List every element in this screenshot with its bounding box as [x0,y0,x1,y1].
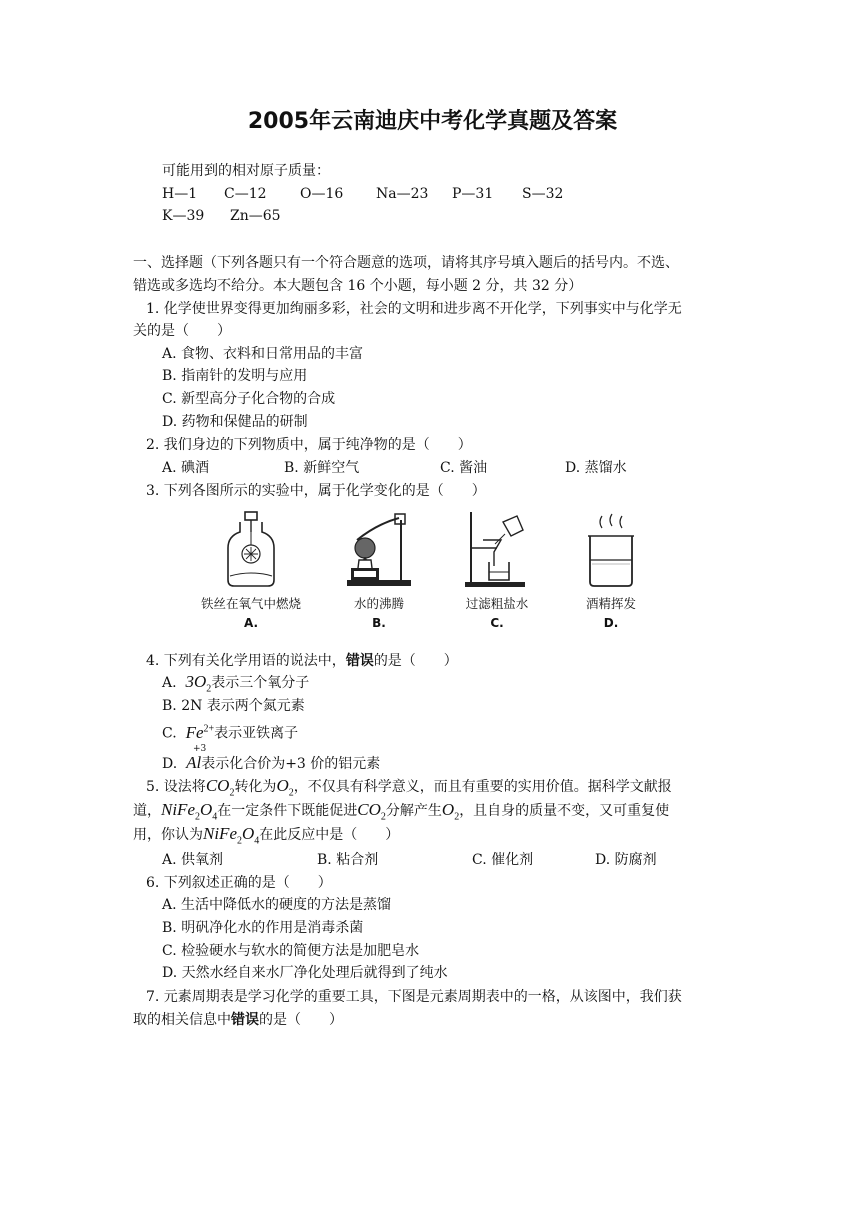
q5-stem-3 [133,823,399,852]
q4-option-c-formula-main: Fe [185,722,204,742]
q2-options [162,457,627,479]
figure-b-caption: 水的沸腾 [353,596,404,611]
q1-stem-1: 1. 化学使世界变得更加绚丽多彩，社会的文明和进步离不开化学，下列事实中与化学无 [146,301,682,317]
figure-a [196,510,306,642]
q5-formula-nife2o4 [203,824,260,847]
mass-na: Na—23 [376,186,429,202]
q4-stem [146,650,458,672]
q5-formula-part: O [242,824,255,843]
figure-a-caption: 铁丝在氧气中燃烧 [200,596,301,611]
q5-formula-sub: 2 [454,811,460,823]
q4-option-c-formula-sup: 2+ [203,723,215,734]
q5-text: 道， [133,803,161,819]
q5-formula-o2 [441,800,460,823]
q5-options [162,849,657,871]
q3-stem: 3. 下列各图所示的实验中，属于化学变化的是（ ） [146,483,486,499]
q5-option-a: A. 供氧剂 [162,852,224,868]
q4-option-c [162,718,298,745]
q5-formula-part: NiFe [203,824,237,843]
q5-formula-part: O [441,800,455,819]
figure-d-label: D. [603,616,619,630]
q4-option-d-letter: D. [162,756,178,772]
q6-option-b: B. 明矾净化水的作用是消毒杀菌 [162,920,364,936]
mass-p: P—31 [452,186,494,202]
q4-option-c-text: 表示亚铁离子 [214,725,299,742]
q5-formula-sub: 4 [254,835,260,847]
q7-stem-1: 7. 元素周期表是学习化学的重要工具，下图是元素周期表中的一格，从该图中，我们获 [146,989,682,1005]
q1-option-b: B. 指南针的发明与应用 [162,368,308,384]
mass-s: S—32 [522,186,564,202]
q5-formula-o2-sub: 2 [288,787,294,799]
q5-formula-co2-sub: 2 [229,787,235,799]
mass-o: O—16 [300,186,344,202]
q5-formula-co2-main: CO [205,776,230,795]
q5-text: ，且自身的质量不变，又可重复使 [459,803,670,819]
q7-stem-post: 的是（ ） [259,1012,343,1028]
q5-formula-sub: 2 [380,811,386,823]
q7-stem-2 [133,1009,343,1031]
q4-option-a-formula [185,672,212,695]
section-instructions-1: 一、选择题（下列各题只有一个符合题意的选项，请将其序号填入题后的括号内。不选、 [133,255,679,271]
section-instructions-2: 错选或多选均不给分。本大题包含 16 个小题，每小题 2 分，共 32 分） [133,278,583,294]
q4-stem-bold: 错误 [345,653,374,669]
figure-c-label: C. [490,616,504,630]
q5-text: 转化为 [234,779,277,795]
q6-stem: 6. 下列叙述正确的是（ ） [146,875,332,891]
q5-text: 5. 设法将 [146,779,206,795]
q2-option-d: D. 蒸馏水 [565,460,627,476]
q5-text: 用，你认为 [133,827,203,843]
q4-option-a-formula-sub: 2 [206,683,212,695]
q5-formula-nife2o4 [161,800,218,823]
beaker-icon [576,510,646,590]
q1-option-d: D. 药物和保健品的研制 [162,414,308,430]
q1-stem-2: 关的是（ ） [133,323,231,339]
page-title: 2005年云南迪庆中考化学真题及答案 [247,109,618,134]
q5-formula-co2 [205,776,235,799]
q3-figures [196,510,656,642]
mass-c: C—12 [224,186,267,202]
q5-text: 分解产生 [385,803,442,819]
q4-option-d-valence: +3 [193,744,207,754]
figure-b [324,510,434,642]
q5-formula-sub: 4 [212,811,218,823]
q5-formula-sub: 2 [237,835,242,847]
q2-option-a: A. 碘酒 [162,460,210,476]
figure-b-label: B. [372,616,386,630]
figure-c-caption: 过滤粗盐水 [465,596,529,611]
q4-option-d-text: 表示化合价为+3 价的铝元素 [201,756,381,772]
q5-option-b: B. 粘合剂 [317,852,379,868]
q4-stem-post: 的是（ ） [373,653,458,669]
q2-option-c: C. 酱油 [440,460,488,476]
flask-icon [216,510,286,590]
q4-option-d [162,752,380,775]
mass-zn: Zn—65 [230,208,281,224]
figure-c [442,510,552,642]
q5-formula-o2-main: O [276,776,289,795]
mass-h: H—1 [162,186,198,202]
q2-option-b: B. 新鲜空气 [284,460,360,476]
q4-option-d-formula: Al [186,753,202,772]
figure-a-label: A. [243,616,259,630]
q5-option-d: D. 防腐剂 [595,852,657,868]
q2-stem: 2. 我们身边的下列物质中，属于纯净物的是（ ） [146,437,472,453]
q4-option-a-letter: A. [162,675,177,691]
q5-text: 在此反应中是（ ） [259,827,400,843]
q5-formula-sub: 2 [195,811,200,823]
q6-option-c: C. 检验硬水与软水的简便方法是加肥皂水 [162,943,420,959]
mass-k: K—39 [162,208,205,224]
q4-option-c-formula [186,723,215,742]
q5-formula-o2 [276,776,294,799]
q1-option-a: A. 食物、衣料和日常用品的丰富 [162,346,364,362]
q5-text: 在一定条件下既能促进 [217,803,358,819]
q4-option-a-text: 表示三个氧分子 [211,675,310,691]
masses-row-2 [162,205,300,227]
q4-option-b: B. 2N 表示两个氮元素 [162,698,305,714]
q5-formula-part: CO [357,800,381,819]
q5-text: ，不仅具有科学意义，而且有重要的实用价值。据科学文献报 [293,779,672,795]
q5-option-c: C. 催化剂 [472,852,534,868]
q4-stem-pre: 4. 下列有关化学用语的说法中， [146,653,346,669]
q4-option-c-letter: C. [162,725,177,742]
masses-row-1 [162,183,582,205]
q4-option-a-formula-main: 3O [185,672,207,691]
q5-formula-part: NiFe [161,800,195,819]
q5-formula-part: O [200,800,213,819]
masses-heading: 可能用到的相对原子质量： [162,163,330,179]
boiling-icon [337,510,421,590]
filter-icon [457,510,537,590]
figure-d [556,510,666,642]
q5-formula-co2 [357,800,386,823]
q6-option-d: D. 天然水经自来水厂净化处理后就得到了纯水 [162,965,448,981]
q1-option-c: C. 新型高分子化合物的合成 [162,391,336,407]
q7-stem-bold: 错误 [231,1012,259,1028]
figure-d-caption: 酒精挥发 [585,596,636,611]
q6-option-a: A. 生活中降低水的硬度的方法是蒸馏 [162,897,392,913]
q7-stem-pre: 取的相关信息中 [133,1012,231,1028]
